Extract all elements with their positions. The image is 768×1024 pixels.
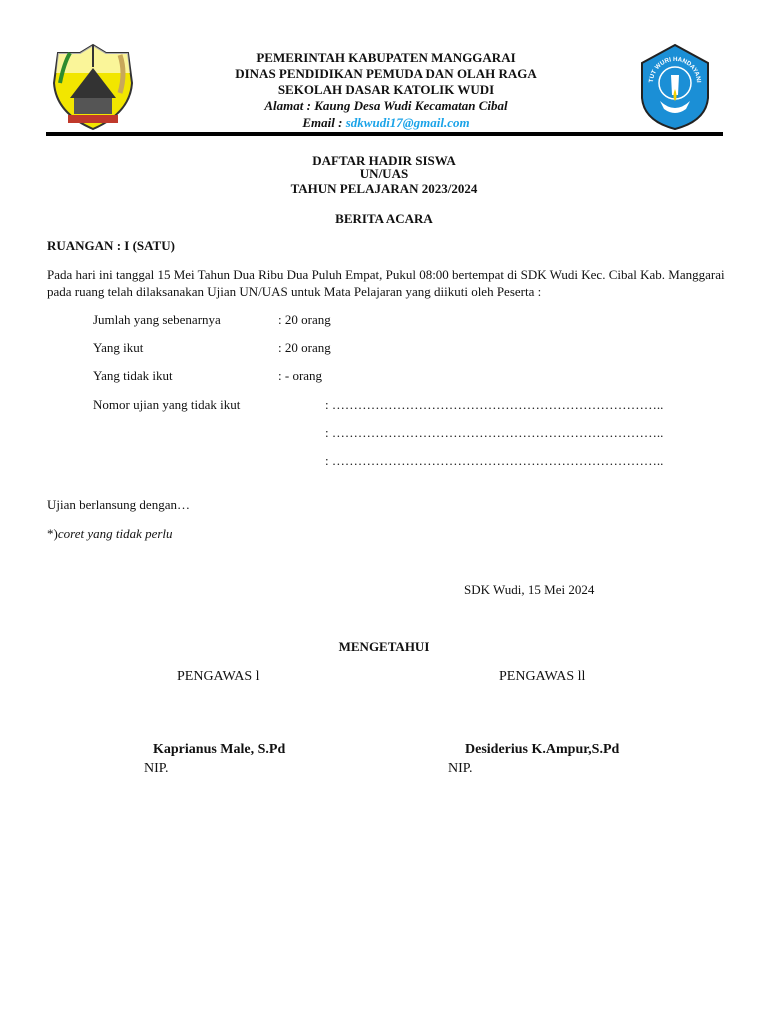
ongoing-note: Ujian berlansung dengan… xyxy=(47,497,190,512)
tut-wuri-handayani-logo xyxy=(638,43,712,131)
paragraph-line-2: pada ruang telah dilaksanakan Ujian UN/UAS untuk Mata Pelajaran yang diikuti oleh Peserta : xyxy=(47,284,542,299)
manggarai-regency-logo xyxy=(50,43,136,131)
doc-exam-type: UN/UAS xyxy=(359,166,409,181)
supervisor-1-nip: NIP. xyxy=(144,761,169,776)
strike-prefix: *) xyxy=(47,526,58,541)
doc-title: DAFTAR HADIR SISWA xyxy=(312,153,456,168)
header-government: PEMERINTAH KABUPATEN MANGGARAI xyxy=(256,50,516,65)
field-value: : - orang xyxy=(278,368,323,383)
field-value-dots: : ………………………………………………………………….. xyxy=(325,425,664,440)
doc-subtitle: BERITA ACARA xyxy=(335,211,433,226)
field-label: Yang tidak ikut xyxy=(93,368,173,383)
acknowledged-heading: MENGETAHUI xyxy=(338,639,430,654)
field-value-dots: : ………………………………………………………………….. xyxy=(325,397,664,412)
header-divider xyxy=(46,132,723,136)
field-value: : 20 orang xyxy=(278,312,331,327)
logo-motto: TUT WURI HANDAYANI xyxy=(647,55,703,83)
field-label: Yang ikut xyxy=(93,340,144,355)
field-value-dots: : ………………………………………………………………….. xyxy=(325,453,664,468)
supervisor-2-role: PENGAWAS ll xyxy=(499,669,586,684)
email-link[interactable]: sdkwudi17@gmail.com xyxy=(345,115,470,130)
field-label: Jumlah yang sebenarnya xyxy=(93,312,221,327)
doc-academic-year: TAHUN PELAJARAN 2023/2024 xyxy=(290,181,478,196)
paragraph-line-1: Pada hari ini tanggal 15 Mei Tahun Dua Ribu Dua Puluh Empat, Pukul 08:00 bertempat di SDK Wudi Kec. Cibal Kab. Manggarai xyxy=(47,267,725,282)
email-label: Email : xyxy=(302,115,343,130)
supervisor-1-role: PENGAWAS l xyxy=(177,669,260,684)
place-date: SDK Wudi, 15 Mei 2024 xyxy=(464,582,595,597)
header-school: SEKOLAH DASAR KATOLIK WUDI xyxy=(277,82,495,97)
supervisor-1-name: Kaprianus Male, S.Pd xyxy=(153,742,286,757)
field-label: Nomor ujian yang tidak ikut xyxy=(93,397,241,412)
header-email-line xyxy=(180,115,592,131)
strike-text: coret yang tidak perlu xyxy=(57,526,173,541)
header-address: Alamat : Kaung Desa Wudi Kecamatan Cibal xyxy=(264,98,508,113)
supervisor-2-nip: NIP. xyxy=(448,761,473,776)
field-value: : 20 orang xyxy=(278,340,331,355)
header-department: DINAS PENDIDIKAN PEMUDA DAN OLAH RAGA xyxy=(235,66,537,81)
strike-note xyxy=(47,526,173,542)
room-label: RUANGAN : I (SATU) xyxy=(47,238,175,253)
supervisor-2-name: Desiderius K.Ampur,S.Pd xyxy=(465,742,620,757)
